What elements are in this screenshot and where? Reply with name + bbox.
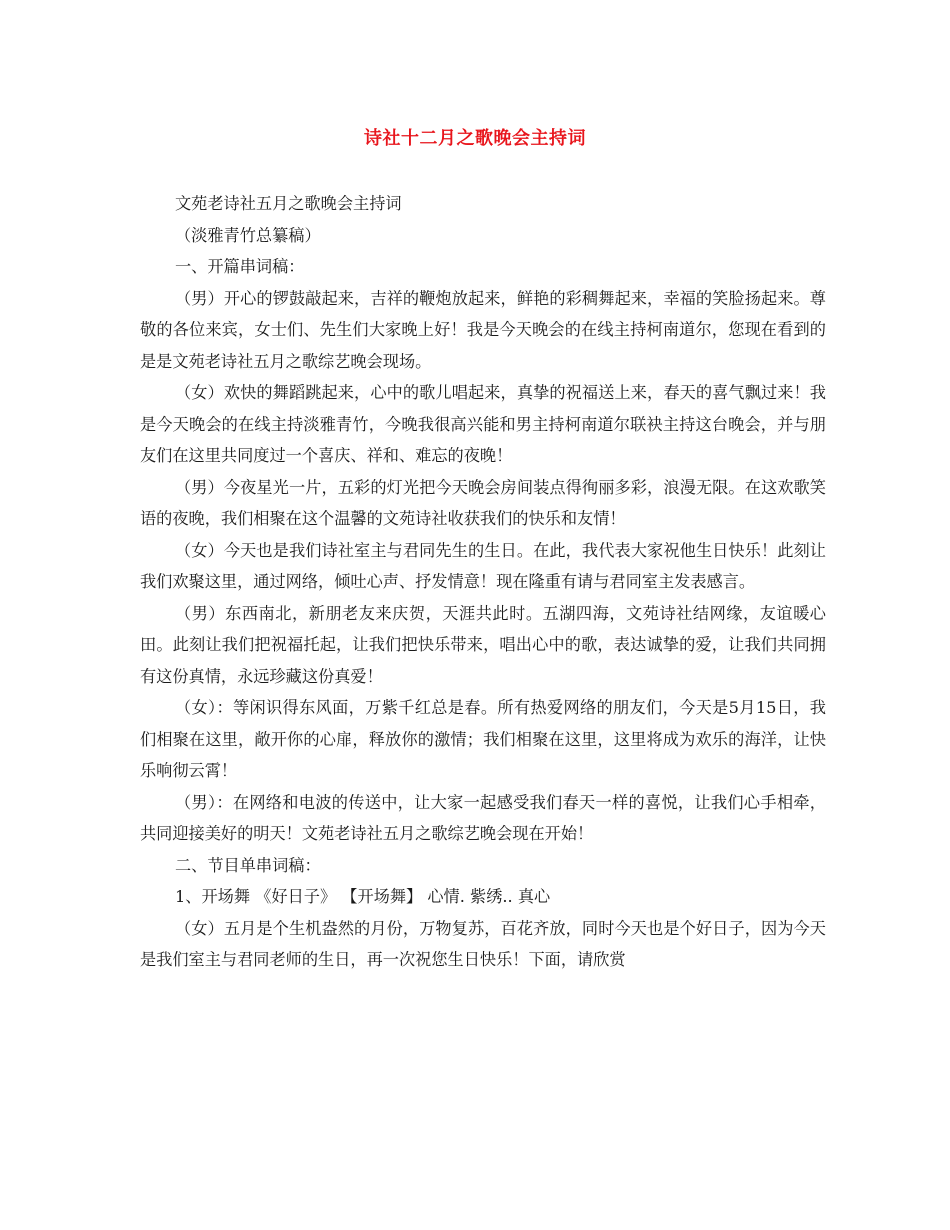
section-heading-program: 二、节目单串词稿： [175,855,321,875]
paragraph: （女）：等闲识得东风面，万紫千红总是春。所有热爱网络的朋友们，今天是5月15日，我们相聚在这里，敞开你的心扉，释放你的激情；我们相聚在这里，这里将成为欢乐的海洋，让快乐响彻云霄！ [140,698,826,780]
paragraph: （男）：在网络和电波的传送中，让大家一起感受我们春天一样的喜悦，让我们心手相牵，共同迎接美好的明天！文苑老诗社五月之歌综艺晚会现在开始！ [140,792,826,843]
paragraph: （男）今夜星光一片，五彩的灯光把今天晚会房间装点得徇丽多彩，浪漫无限。在这欢歌笑语的夜晚，我们相聚在这个温馨的文苑诗社收获我们的快乐和友情！ [140,477,826,528]
paragraph: （女）欢快的舞蹈跳起来，心中的歌儿唱起来，真挚的祝福送上来，春天的喜气飘过来！我是今天晚会的在线主持淡雅青竹，今晚我很高兴能和男主持柯南道尔联袂主持这台晚会，并与朋友们在这里共同度过一个喜庆、祥和、难忘的夜晚！ [140,383,826,465]
document-title: 诗社十二月之歌晚会主持词 [364,128,586,149]
paragraph: （男）东西南北，新朋老友来庆贺，天涯共此时。五湖四海，文苑诗社结网缘，友谊暖心田。此刻让我们把祝福托起，让我们把快乐带来，唱出心中的歌，表达诚挚的爱，让我们共同拥有这份真情，永远珍藏这份真爱！ [140,603,826,686]
paragraph-heading: 文苑老诗社五月之歌晚会主持词 [175,194,402,213]
paragraph: （女）今天也是我们诗社室主与君同先生的生日。在此，我代表大家祝他生日快乐！此刻让我们欢聚这里，通过网络，倾吐心声、抒发情意！现在隆重有请与君同室主发表感言。 [140,540,826,591]
paragraph: （女）五月是个生机盎然的月份，万物复苏，百花齐放，同时今天也是个好日子，因为今天是我们室主与君同老师的生日，再一次祝您生日快乐！下面，请欣赏 [140,918,826,969]
paragraph-author: （淡雅青竹总纂稿） [175,225,321,245]
document-body [140,188,826,976]
program-item: 1、开场舞 《好日子》 【开场舞】 心情. 紫绣.. 真心 [175,887,551,906]
section-heading-opening: 一、开篇串词稿： [175,257,305,276]
paragraph: （男）开心的锣鼓敲起来，吉祥的鞭炮放起来，鲜艳的彩稠舞起来，幸福的笑脸扬起来。尊敬的各位来宾，女士们、先生们大家晚上好！我是今天晚会的在线主持柯南道尔，您现在看到的是是文苑老诗社五月之歌综艺晚会现场。 [140,288,826,371]
